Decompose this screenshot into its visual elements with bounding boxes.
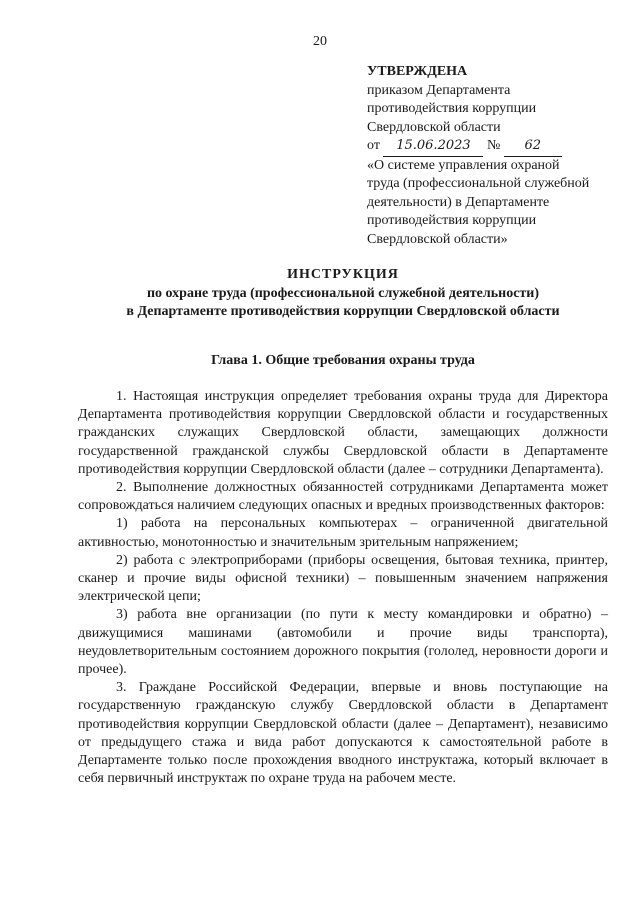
- approval-line: Свердловской области: [367, 119, 501, 135]
- approval-quote-line: Свердловской области»: [367, 231, 508, 247]
- date-prefix: от: [367, 138, 380, 153]
- title-line: ИНСТРУКЦИЯ: [287, 267, 399, 282]
- title-line: по охране труда (профессиональной служебной деятельности): [146, 285, 540, 301]
- paragraph: 3. Граждане Российской Федерации, впервые и вновь поступающие на государственную гражданскую службу Свердловской области в Департамент противодействия коррупции Свердловской области (далее – Департамент), независимо от предыдущего стажа и вида работ допускаются к самостоятельной работе в Департаменте только после прохождения вводного инструктажа, который включает в себя первичный инструктаж по охране труда на рабочем месте.: [78, 680, 608, 787]
- paragraph: 2) работа с электроприборами (приборы освещения, бытовая техника, принтер, сканер и прочие виды офисной техники) – повышенным значением напряжения электрической цепи;: [78, 552, 608, 605]
- approval-block: [367, 63, 617, 249]
- handwritten-date: 15.06.2023: [383, 137, 483, 157]
- approval-quote-line: труда (профессиональной служебной: [367, 176, 590, 191]
- approval-heading: УТВЕРЖДЕНА: [367, 64, 468, 79]
- approval-line: противодействия коррупции: [367, 101, 537, 116]
- title-line: в Департаменте противодействия коррупции Свердловской области: [126, 304, 560, 319]
- number-prefix: №: [486, 138, 501, 153]
- page-number: 20: [313, 34, 327, 49]
- approval-line: приказом Департамента: [367, 82, 511, 98]
- handwritten-number: 62: [504, 137, 562, 157]
- approval-quote-line: деятельности) в Департаменте: [367, 194, 550, 210]
- approval-quote-line: «О системе управления охраной: [367, 157, 560, 173]
- approval-date-line: [367, 137, 617, 157]
- document-title: [78, 266, 608, 322]
- paragraph: 1) работа на персональных компьютерах – ограниченной двигательной активностью, монотонностью и значительным зрительным напряжением;: [78, 516, 608, 550]
- body-text: [78, 388, 608, 788]
- paragraph: 3) работа вне организации (по пути к месту командировки и обратно) – движущимися машинами (автомобили и прочие виды транспорта), неудовлетворительным состоянием дорожного покрытия (гололед, неровности дороги и прочее).: [78, 607, 608, 678]
- paragraph: 2. Выполнение должностных обязанностей сотрудниками Департамента может сопровождаться наличием следующих опасных и вредных производственных факторов:: [78, 480, 608, 514]
- chapter-heading: Глава 1. Общие требования охраны труда: [211, 353, 475, 368]
- paragraph: 1. Настоящая инструкция определяет требования охраны труда для Директора Департамента противодействия коррупции Свердловской области и государственных гражданских служащих Свердловской области, замещающих должности государственной гражданской службы Свердловской области в Департаменте противодействия коррупции Свердловской области (далее – сотрудники Департамента).: [78, 389, 608, 477]
- approval-quote-line: противодействия коррупции: [367, 213, 537, 228]
